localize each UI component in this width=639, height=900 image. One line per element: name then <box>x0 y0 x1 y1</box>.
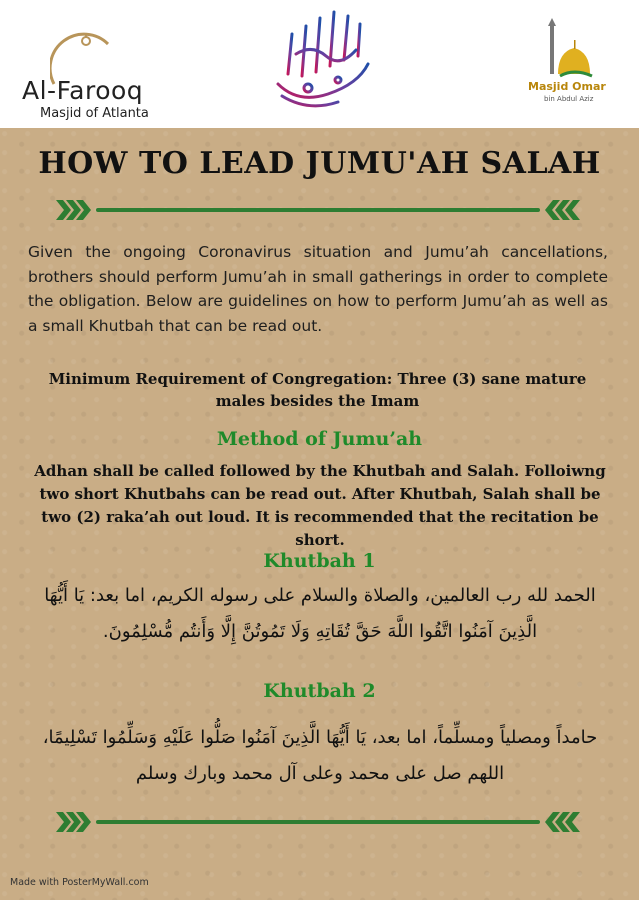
minimum-requirement-line2: males besides the Imam <box>215 392 420 410</box>
credit-text: Made with PosterMyWall.com <box>10 877 149 888</box>
khutbah2-arabic-text: حامداً ومصلياً ومسلِّماً، اما بعد، يَا أَيُّهَا الَّذِينَ آمَنُوا صَلُّوا عَلَيْهِ وَسَلِّمُوا تَسْلِيمًا، اللهم صل على محمد وعلى آل محمد وبارك وسلم <box>42 727 598 784</box>
right-logo-subtitle: bin Abdul Aziz <box>544 95 594 103</box>
minimum-requirement <box>40 368 595 412</box>
minimum-requirement-line1: Minimum Requirement of Congregation: Three (3) sane mature <box>48 370 587 388</box>
left-logo-name: Al-Farooq <box>22 76 144 105</box>
chevrons-right-icon <box>56 200 91 220</box>
masjid-omar-logo <box>522 18 612 108</box>
method-heading: Method of Jumu’ah <box>216 428 423 450</box>
chevrons-left-icon <box>545 200 580 220</box>
chevrons-right-icon <box>56 812 91 832</box>
left-logo-subtitle: Masjid of Atlanta <box>40 106 149 121</box>
bottom-divider <box>56 810 580 834</box>
khutbah2-heading: Khutbah 2 <box>263 680 376 702</box>
method-body: Adhan shall be called followed by the Khutbah and Salah. Folloiwng two short Khutbahs can be read out. After Khutbah, Salah shall be two (2) raka’ah out loud. It is recommended that the recitation be short. <box>34 462 606 549</box>
page-title: HOW TO LEAD JUMU'AH SALAH <box>38 146 601 181</box>
bismillah-calligraphy-icon <box>268 4 380 116</box>
intro-paragraph: Given the ongoing Coronavirus situation and Jumu’ah cancellations, brothers should perform Jumu’ah in small gatherings in order to complete the obligation. Below are guidelines on how to perform Jumu’ah as well as a small Khutbah that can be read out. <box>28 243 608 335</box>
header <box>0 0 639 128</box>
chevrons-left-icon <box>545 812 580 832</box>
khutbah1-heading: Khutbah 1 <box>263 550 376 572</box>
al-farooq-logo <box>22 20 182 121</box>
mosque-dome-icon <box>522 18 612 82</box>
right-logo-name: Masjid Omar <box>528 80 606 93</box>
top-divider <box>56 198 580 222</box>
khutbah1-arabic-text: الحمد لله رب العالمين، والصلاة والسلام على رسوله الكريم، اما بعد: يَا أَيُّهَا الَّذِينَ آمَنُوا اتَّقُوا اللَّهَ حَقَّ تُقَاتِهِ وَلَا تَمُوتُنَّ إِلَّا وَأَنتُم مُّسْلِمُونَ. <box>44 585 596 642</box>
